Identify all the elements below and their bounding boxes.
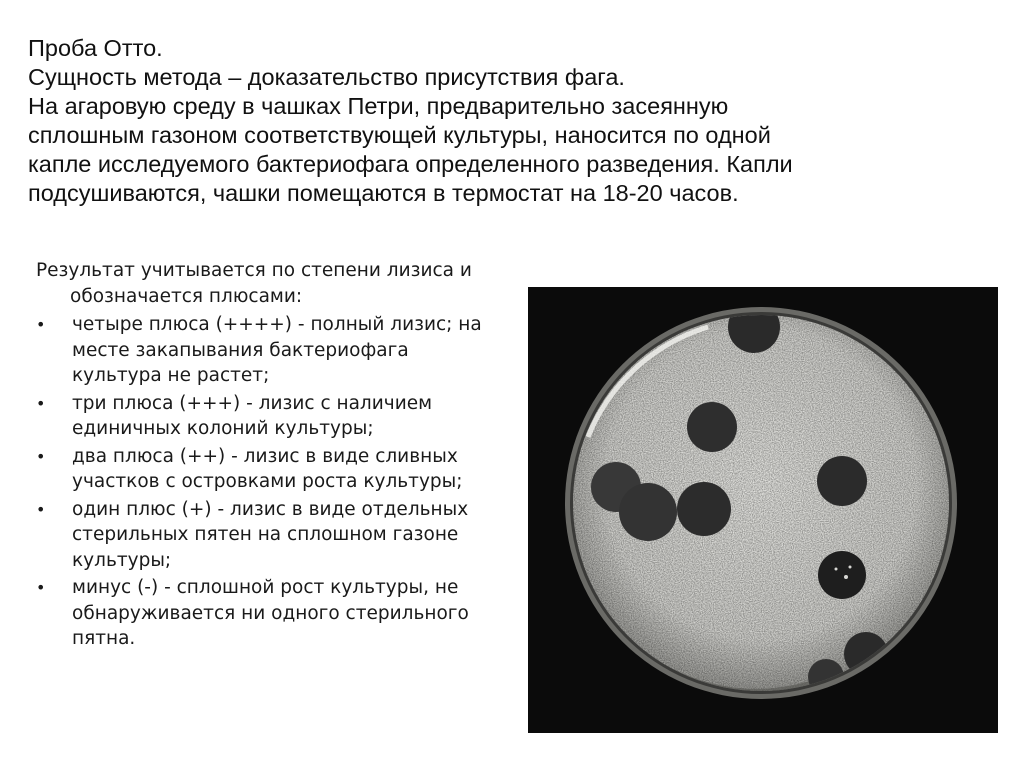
bullet-icon: • [36,393,46,413]
list-item [36,391,496,442]
colony-dot [835,568,838,571]
plaque [677,482,731,536]
plaque [818,551,866,599]
method-description-line-4: подсушиваются, чашки помещаются в термостат на 18-20 часов. [28,180,739,206]
list-item [36,575,496,652]
method-description-line-2: сплошным газоном соответствующей культуры, наносится по одной [28,122,771,148]
plaque [817,456,867,506]
result-three-plus: три плюса (+++) - лизис с наличием единичных колоний культуры; [72,392,433,439]
plaque [619,483,677,541]
list-item [36,497,496,574]
result-two-plus: два плюса (++) - лизис в виде сливных участков с островками роста культуры; [72,445,463,492]
bullet-icon: • [36,315,46,334]
bullet-icon: • [36,578,46,597]
method-title: Проба Отто. [28,35,163,61]
results-section [36,258,496,654]
list-item [36,312,496,389]
colony-dot [844,575,848,579]
bullet-icon: • [36,446,46,466]
result-four-plus: четыре плюса (++++) - полный лизис; на месте закапывания бактериофага культура не растет; [72,314,482,386]
colony-dot [849,566,852,569]
method-description-line-3: капле исследуемого бактериофага определенного разведения. Капли [28,151,793,177]
petri-dish-photo [528,287,998,733]
result-one-plus: один плюс (+) - лизис в виде отдельных стерильных пятен на сплошном газоне культуры; [72,498,469,571]
list-item [36,444,496,495]
intro-text-block [28,34,988,208]
method-essence-line: Сущность метода – доказательство присутствия фага. [28,64,625,90]
results-lead-text: Результат учитывается по степени лизиса и обозначается плюсами: [36,260,472,307]
bullet-icon: • [36,499,46,519]
result-minus: минус (-) - сплошной рост культуры, не обнаруживается ни одного стерильного пятна. [72,577,469,649]
method-description-line-1: На агаровую среду в чашках Петри, предварительно засеянную [28,93,729,119]
plaque [687,402,737,452]
results-list [36,312,496,652]
petri-dish-image [528,287,998,733]
